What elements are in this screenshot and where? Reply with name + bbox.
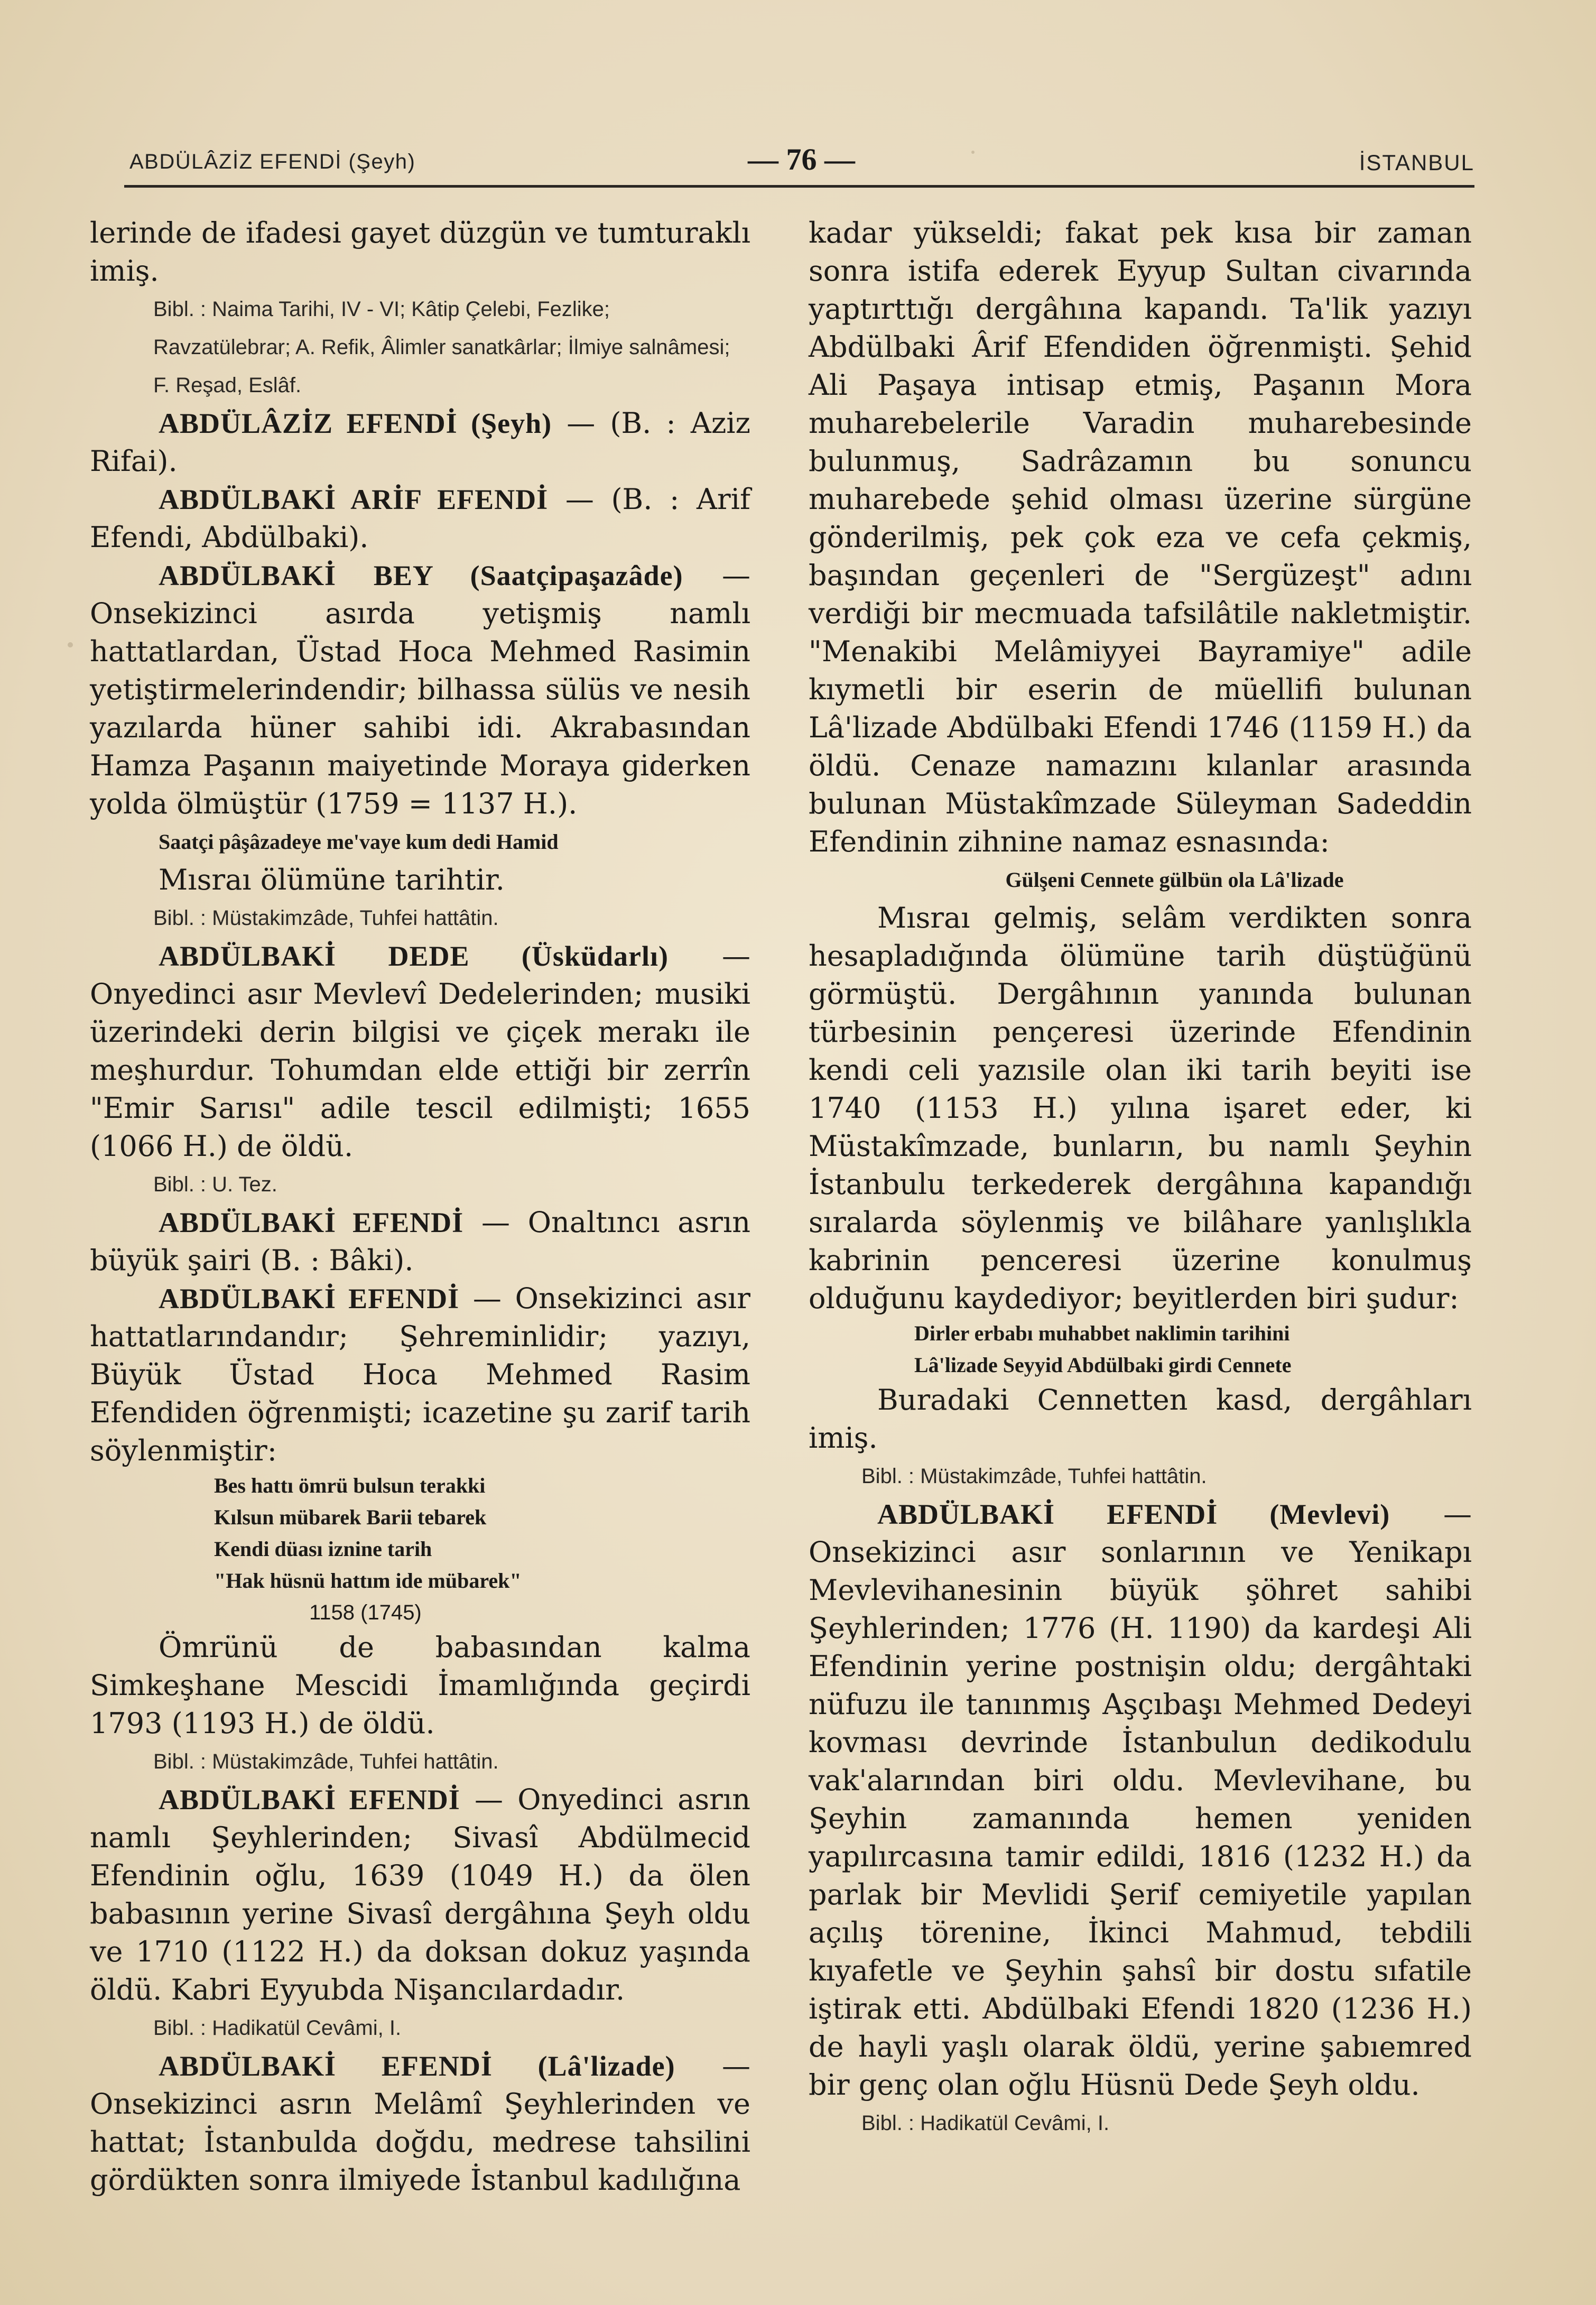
entry-text: — (B. : Arif Efendi, Abdülbaki).: [90, 483, 751, 554]
bibliography: Bibl. : Hadikatül Cevâmi, I.: [153, 2016, 402, 2040]
verse-line: Dirler erbabı muhabbet naklimin tarihini: [914, 1321, 1290, 1345]
continued-paragraph: kadar yükseldi; fakat pek kısa bir zaman sonra istifa ederek Eyyup Sultan civarında yaptırttığı dergâhına kapandı. Ta'lik yazıyı Abdülbaki Ârif Efendiden öğrenmişti. Şehid Ali Paşaya intisap etmiş, Paşanın Mora muharebelerile Varadin muharebesinde bulunmuş, Sadrâzamın bu sonuncu muharebede şehid olması üzerine sürgüne gönderilmiş, pek çok eza ve cefa çekmiş, başından geçenleri de "Sergüzeşt" adını verdiği bir mecmuada tafsilâtile nakletmiştir. "Menakibi Melâmiyyei Bayramiye" adile kıymetli bir eserin de müellifi bulunan Lâ'lizade Abdülbaki Efendi 1746 (1159 H.) da öldü. Cenaze namazını kılanlar arasında bulunan Müstakîmzade Süleyman Sadeddin Efendinin zihnine namaz esnasında:: [809, 216, 1472, 858]
entry-text: — Onsekizinci asır sonlarının ve Yenikapı Mevlevihanesinin büyük şöhret sahibi Şeyhlerinden; 1776 (H. 1190) da kardeşi Ali Efendinin yerine postnişin oldu; dergâhtaki nüfuzu ile tanınmış Aşçıbaşı Mehmed Dedeyi kovması devrinde İstanbulun dedikodulu vak'alarından biri oldu. Mevlevihane, bu Şeyhin zamanında hemen yeniden yapılırcasına tamir edildi, 1816 (1232 H.) da parlak bir Mevlidi Şerif cemiyetile yapılan açılış törenine, İkinci Mahmud, tebdili kıyafetle ve Şeyhin şahsî bir dostu sıfatile iştirak etti. Abdülbaki Efendi 1820 (1236 H.) de hayli yaşlı olarak öldü, yerine şabıemred bir genç olan oğlu Hüsnü Dede Şeyh oldu.: [809, 1497, 1472, 2102]
header-rule: [124, 185, 1474, 188]
verse-date: 1158 (1745): [309, 1601, 422, 1624]
entry-abdulbaki-efendi-3: [90, 1781, 750, 2009]
verse-line: Saatçi pâşâzadeye me'vaye kum dedi Hamid: [159, 830, 559, 854]
entry-headword: ABDÜLÂZİZ EFENDİ (Şeyh): [159, 408, 552, 439]
bibliography: Bibl. : U. Tez.: [153, 1173, 277, 1196]
verse-block: [809, 1318, 1472, 1381]
entry-text: — Onyedinci asrın namlı Şeyhlerinden; Sivasî Abdülmecid Efendinin oğlu, 1639 (1049 H.) da ölen babasının yerine Sivasî dergâhına Şeyh oldu ve 1710 (1122 H.) da doksan dokuz yaşında öldü. Kabri Eyyubda Nişancılardadır.: [90, 1783, 750, 2006]
verse-line: Kılsun mübarek Barii tebarek: [214, 1505, 487, 1529]
entry-text-cont: Buradaki Cennetten kasd, dergâhları imiş.: [809, 1383, 1472, 1455]
entry-headword: ABDÜLBAKİ EFENDİ: [159, 1784, 460, 1816]
verse-line: Gülşeni Cennete gülbün ola Lâ'lizade: [1005, 868, 1344, 892]
bibliography: Bibl. : Müstakimzâde, Tuhfei hattâtin.: [153, 906, 499, 930]
paper-blemish: [971, 151, 975, 154]
entry-headword: ABDÜLBAKİ EFENDİ: [159, 1283, 460, 1315]
entry-abdulbaki-lalizade: [90, 2047, 750, 2199]
bibliography: Bibl. : Müstakimzâde, Tuhfei hattâtin.: [153, 1750, 499, 1773]
entry-text-cont: Mısraı ölümüne tarihtir.: [159, 863, 505, 896]
entry-abdulbaki-efendi-1: [90, 1204, 750, 1280]
entry-text: — Onaltıncı asrın büyük şairi (B. : Bâki).: [90, 1206, 751, 1277]
verse-line: "Hak hüsnü hattım ide mübarek": [214, 1569, 522, 1593]
running-header: [129, 142, 1474, 184]
entry-text: — Onsekizinci asır hattatlarındandır; Şehreminlidir; yazıyı, Büyük Üstad Hoca Mehmed Rasim Efendiden öğrenmişti; icazetine şu zarif tarih söylenmiştir:: [90, 1282, 750, 1467]
entry-headword: ABDÜLBAKİ ARİF EFENDİ: [159, 484, 549, 515]
entry-headword: ABDÜLBAKİ EFENDİ (Mevlevi): [877, 1498, 1390, 1530]
entry-text-cont: Ömrünü de babasından kalma Simkeşhane Mescidi İmamlığında geçirdi 1793 (1193 H.) de öldü.: [90, 1631, 750, 1740]
entry-text: — Onyedinci asır Mevlevî Dedelerinden; musiki üzerindeki derin bilgisi ve çiçek merakı ile meşhurdur. Tohumdan elde ettiği bir zerrîn "Emir Sarısı" adile tescil edilmişti; 1655 (1066 H.) de öldü.: [90, 939, 750, 1163]
entry-abdulbaki-efendi-2: [90, 1280, 750, 1470]
header-left: ABDÜLÂZİZ EFENDİ (Şeyh): [129, 150, 416, 173]
entry-headword: ABDÜLBAKİ BEY (Saatçipaşazâde): [159, 560, 683, 591]
bibliography: Bibl. : Hadikatül Cevâmi, I.: [861, 2112, 1110, 2135]
entry-abdulbaki-dede: [90, 937, 750, 1165]
left-column: [90, 214, 750, 2199]
right-column: [809, 214, 1472, 2142]
entry-abdulbaki-mevlevi: [809, 1495, 1472, 2104]
entry-text: — Onsekizinci asrın Melâmî Şeyhlerinden ve hattat; İstanbulda doğdu, medrese tahsilini gördükten sonra ilmiyede İstanbul kadılığına: [90, 2049, 751, 2197]
entry-headword: ABDÜLBAKİ EFENDİ: [159, 1207, 464, 1238]
paper-blemish: [68, 642, 73, 647]
bibliography: Bibl. : Naima Tarihi, IV - VI; Kâtip Çelebi, Fezlike; Ravzatülebrar; A. Refik, Âlimler sanatkârlar; İlmiye salnâmesi; F. Reşad, Eslâf.: [153, 298, 730, 397]
page-number: — 76 —: [748, 142, 855, 177]
bibliography: Bibl. : Müstakimzâde, Tuhfei hattâtin.: [861, 1465, 1207, 1488]
entry-abdulbaki-bey: [90, 557, 750, 823]
verse-block: [90, 1470, 750, 1628]
entry-headword: ABDÜLBAKİ EFENDİ (Lâ'lizade): [159, 2050, 675, 2082]
verse-line: Bes hattı ömrü bulsun terakki: [214, 1474, 486, 1497]
entry-abdulaziz: [90, 404, 750, 480]
entry-text-cont: Mısraı gelmiş, selâm verdikten sonra hesapladığında ölümüne tarih düştüğünü görmüştü. Dergâhının yanında bulunan türbesinin pençeresi üzerinde Efendinin kendi celi yazısile olan iki tarih beyiti ise 1740 (1153 H.) yılına işaret eder, ki Müstakîmzade, bunların, bu namlı Şeyhin İstanbulu terkederek dergâhına kapandığı sıralarda söylenmiş ve bilâhare yanlışlıkla kabrinin penceresi üzerine konulmuş olduğunu kaydediyor; beyitlerden biri şudur:: [809, 901, 1472, 1315]
entry-headword: ABDÜLBAKİ DEDE (Üsküdarlı): [159, 940, 669, 972]
entry-abdulbaki-arif: [90, 480, 750, 557]
continued-paragraph: lerinde de ifadesi gayet düzgün ve tumturaklı imiş.: [90, 216, 750, 288]
verse-line: Lâ'lizade Seyyid Abdülbaki girdi Cennete: [914, 1353, 1292, 1377]
verse-line: Kendi düası iznine tarih: [214, 1537, 432, 1561]
entry-text: — (B. : Aziz Rifai).: [90, 406, 750, 478]
header-right: İSTANBUL: [1359, 150, 1474, 175]
entry-text: — Onsekizinci asırda yetişmiş namlı hattatlardan, Üstad Hoca Mehmed Rasimin yetiştirmelerindendir; bilhassa sülüs ve nesih yazılarda hüner sahibi idi. Akrabasından Hamza Paşanın maiyetinde Moraya giderken yolda ölmüştür (1759 = 1137 H.).: [90, 559, 750, 820]
